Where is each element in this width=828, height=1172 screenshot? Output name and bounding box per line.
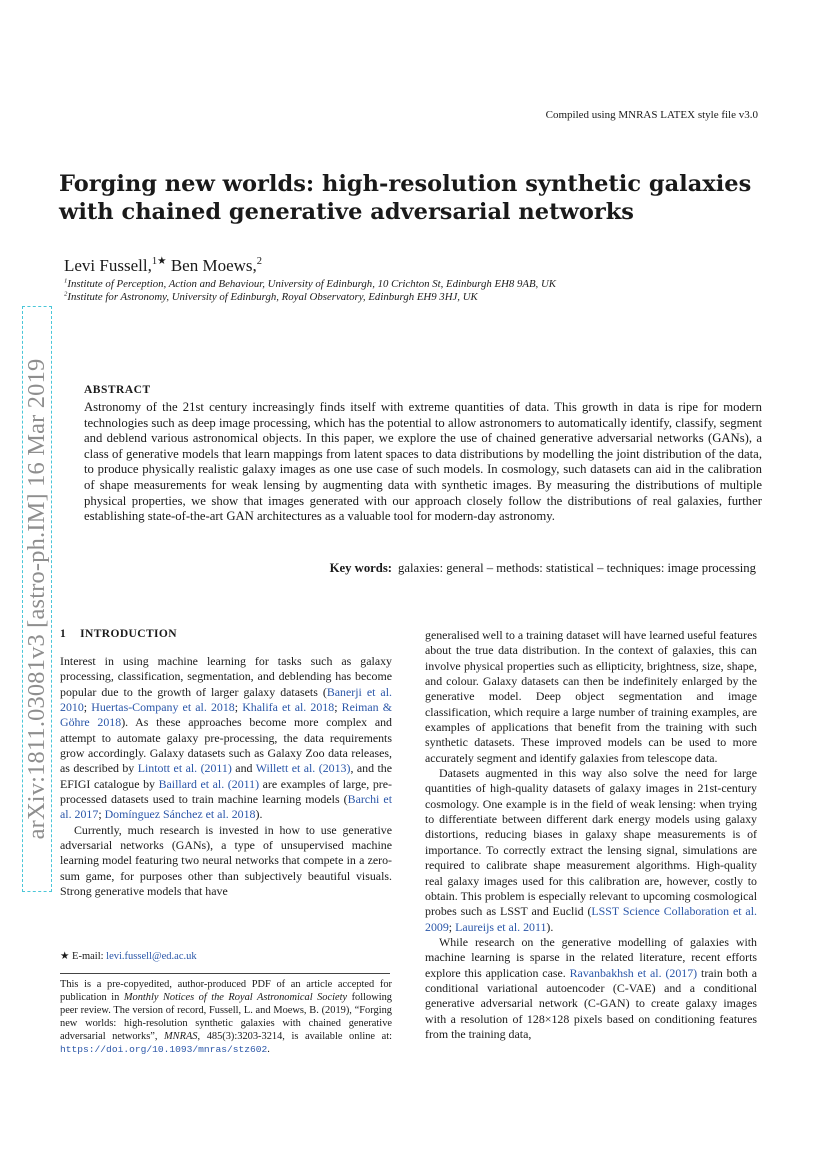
left-column (60, 654, 392, 900)
citation-link[interactable]: LSST Science Collaboration et al. 2009 (425, 904, 757, 934)
affiliation (64, 278, 556, 290)
right-column (425, 628, 757, 1042)
section-heading (60, 628, 177, 640)
affiliation-mark: 2 (64, 290, 68, 298)
keywords (330, 561, 756, 576)
section-number: 1 (60, 628, 67, 640)
paragraph: generalised well to a training dataset will have learned useful features about the true data distribution. In the context of galaxies, this can involve physical properties such as ellipticity, brightness, size, shape, and colour. Galaxy datasets can then be indefinitely enlarged by the generative model. Deep object segmentation and image classification, which require a large number of training examples, are examples of applications that benefit from the training with such synthetic datasets. These improved models can be used to more accurately segment and identify galaxies from telescope data. (425, 628, 757, 765)
citation-link[interactable]: Reiman & Göhre 2018 (60, 700, 393, 730)
affiliation-text: Institute for Astronomy, University of Edinburgh, Royal Observatory, Edinburgh EH9 3HJ, UK (67, 291, 478, 303)
copyright-notice: This is a pre-copyedited, author-produced PDF of an article accepted for publication in Monthly Notices of the Royal Astronomical Society following peer review. The version of record, Fussell, L. and Moews, B. (2019), “Forging new worlds: high-resolution synthetic galaxies with chained generative adversarial networks”, MNRAS, 485(3):3203-3214, is available online at: https://doi.org/10.1093/mnras/stz602. (60, 979, 393, 1056)
doi-link[interactable]: https://doi.org/10.1093/mnras/stz602 (60, 1044, 268, 1056)
abstract-body: Astronomy of the 21st century increasingly finds itself with extreme quantities of data. This growth in data is ripe for modern technologies such as deep image processing, which has the potential to allow astronomers to automatically identify, classify, segment and deblend various astronomical objects. In this paper, we explore the use of chained generative adversarial networks (GANs), a class of generative models that learn mappings from latent spaces to data distributions by modelling the joint distribution of the data, to produce physically realistic galaxy images as one use case of such models. In cosmology, such datasets can aid in the calibration of shape measurements for weak lensing by augmenting data with synthetic images. By measuring the distributions of multiple physical properties, we show that images generated with our approach closely follow the distributions of real galaxies, further establishing state-of-the-art GAN architectures as a valuable tool for modern-day astronomy. (84, 400, 762, 524)
citation-link[interactable]: Barchi et al. 2017 (60, 792, 393, 822)
citation-link[interactable]: Lintott et al. (2011) (137, 761, 232, 776)
citation-link[interactable]: Willett et al. (2013) (255, 761, 351, 776)
arxiv-stamp (22, 306, 52, 892)
keywords-label: Key words: (329, 561, 393, 575)
abstract-heading: ABSTRACT (84, 384, 151, 396)
citation-link[interactable]: Banerji et al. 2010 (60, 684, 392, 715)
citation-link[interactable]: Domínguez Sánchez et al. 2018 (104, 807, 256, 822)
arxiv-stamp-text: arXiv:1811.03081v3 [astro-ph.IM] 16 Mar 2019 (23, 358, 50, 840)
affiliation (64, 291, 478, 303)
paragraph: Currently, much research is invested in how to use generative adversarial networks (GANs), a type of unsupervised machine learning model featuring two neural networks that compete in a zero-sum game, for purposes other than subjectively beautiful visuals. Strong generative models that have (60, 822, 392, 899)
author-affil-mark: 1★ (151, 256, 167, 268)
author-name: Ben Moews, (166, 256, 257, 275)
paper-title: Forging new worlds: high-resolution synthetic galaxies with chained generative adversarial networks (59, 171, 752, 225)
compiled-header: Compiled using MNRAS LATEX style file v3.0 (545, 109, 758, 121)
citation-link[interactable]: Laureijs et al. 2011 (455, 919, 547, 934)
paragraph: Datasets augmented in this way also solve the need for large quantities of high-quality datasets of galaxy images in 21st-century cosmology. One example is in the field of weak lensing: when trying to differentiate between different dark energy models using galaxy distortions, reducing biases in galaxy shape measurements is of importance. To correctly extract the lensing signal, simulations are required to calibrate shape measurement algorithms. High-quality real galaxy images used for this calibration are, however, costly to obtain. This problem is especially relevant to upcoming cosmological probes such as LSST and Euclid (LSST Science Collaboration et al. 2009; Laureijs et al. 2011). (425, 766, 757, 934)
footnote-star-icon: ★ (60, 951, 70, 962)
affiliation-mark: 1 (64, 277, 68, 285)
author-affil-mark: 2 (256, 256, 263, 268)
paragraph: Interest in using machine learning for tasks such as galaxy processing, classification, segmentation, and deblending has become popular due to the growth of larger galaxy datasets (Banerji et al. 2010; Huertas-Company et al. 2018; Khalifa et al. 2018; Reiman & Göhre 2018). As these approaches become more complex and attempt to automate galaxy pre-processing, the data requirements grow accordingly. Galaxy datasets such as Galaxy Zoo data releases, as described by Lintott et al. (2011) and Willett et al. (2013), and the EFIGI catalogue by Baillard et al. (2011) are examples of large, pre-processed datasets used to train machine learning models (Barchi et al. 2017; Domínguez Sánchez et al. 2018). (60, 654, 393, 822)
citation-link[interactable]: Huertas-Company et al. 2018 (91, 700, 235, 715)
section-title: INTRODUCTION (80, 628, 177, 640)
citation-link[interactable]: Khalifa et al. 2018 (242, 700, 335, 715)
author-name: Levi Fussell, (64, 256, 152, 275)
citation-link[interactable]: Baillard et al. (2011) (158, 776, 260, 791)
author-list (64, 256, 262, 276)
email-link[interactable]: levi.fussell@ed.ac.uk (106, 951, 197, 962)
citation-link[interactable]: Ravanbakhsh et al. (2017) (569, 965, 698, 980)
footnote (60, 950, 197, 962)
footnote-label: E-mail: (69, 951, 107, 962)
paragraph: While research on the generative modelling of galaxies with machine learning is sparse in the related literature, recent efforts explore this application case. Ravanbakhsh et al. (2017) train both a conditional variational autoencoder (C-VAE) and a conditional generative adversarial network (C-GAN) to create galaxy images with a resolution of 128×128 pixels based on conditioning features from the training data, (425, 934, 757, 1041)
keywords-text: galaxies: general – methods: statistical – techniques: image processing (398, 561, 756, 575)
affiliation-text: Institute of Perception, Action and Behaviour, University of Edinburgh, 10 Crichton St, Edinburgh EH8 9AB, UK (67, 278, 556, 290)
footnote-rule (60, 973, 390, 974)
